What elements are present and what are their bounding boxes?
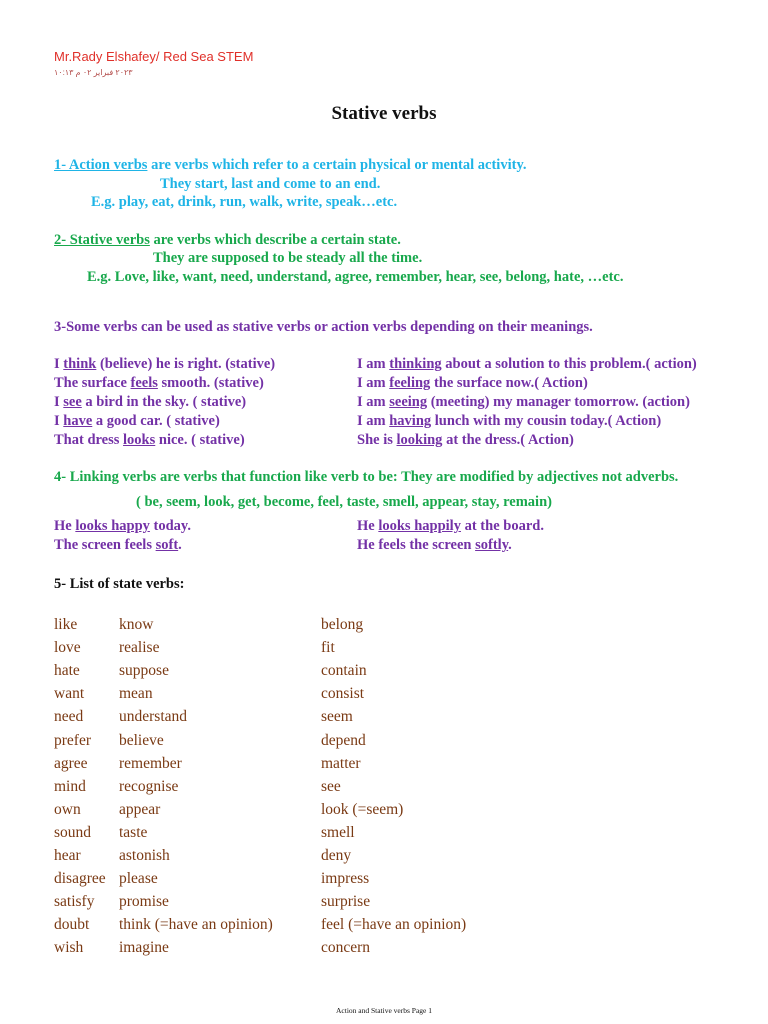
state-verb-item: concern <box>321 939 371 957</box>
sentence-text: I <box>54 413 64 429</box>
sentence-text: a good car. ( stative) <box>92 413 220 429</box>
example-sentence <box>54 356 275 373</box>
state-verb-item: promise <box>119 893 169 911</box>
example-sentence <box>357 537 512 554</box>
state-verb-item: understand <box>119 708 188 726</box>
state-verb-item: fit <box>321 639 335 657</box>
state-verb-item: taste <box>119 823 148 841</box>
state-verb-item: recognise <box>119 777 179 795</box>
sentence-text: (believe) he is right. (stative) <box>96 356 276 372</box>
sentence-text: at the dress.( Action) <box>442 432 574 448</box>
example-sentence <box>357 432 574 449</box>
highlighted-verb: have <box>63 413 93 429</box>
sentence-text: He <box>54 518 76 534</box>
highlighted-verb: looks happy <box>75 518 150 534</box>
state-verb-item: deny <box>321 847 352 864</box>
example-sentence <box>54 394 246 411</box>
state-verb-item: see <box>321 777 341 795</box>
highlighted-verb: looks <box>123 432 156 448</box>
state-verb-item: imagine <box>119 939 169 957</box>
section2-definition: are verbs which describe a certain state. <box>149 232 401 248</box>
example-sentence <box>357 413 661 430</box>
section2-example: E.g. Love, like, want, need, understand, agree, remember, hear, see, belong, hate, …etc. <box>87 269 624 285</box>
state-verb-item: belong <box>321 616 364 633</box>
highlighted-verb: think <box>63 356 97 372</box>
section1-line2: They start, last and come to an end. <box>160 176 381 192</box>
highlighted-verb: having <box>389 413 432 429</box>
highlighted-verb: feels <box>130 375 158 391</box>
author-header: Mr.Rady Elshafey/ Red Sea STEM <box>54 49 254 64</box>
section1-line1 <box>54 157 527 174</box>
sentence-text: . <box>178 537 182 553</box>
page-footer: Action and Stative verbs Page 1 <box>335 1006 433 1015</box>
highlighted-verb: soft <box>155 537 179 553</box>
state-verb-item: depend <box>321 731 366 749</box>
state-verb-item: surprise <box>321 893 371 911</box>
state-verb-item: believe <box>119 731 164 749</box>
section4-verb-list: ( be, seem, look, get, become, feel, taste, smell, appear, stay, remain) <box>136 494 552 510</box>
example-sentence <box>54 375 264 392</box>
section1-example: E.g. play, eat, drink, run, walk, write, speak…etc. <box>91 194 398 210</box>
state-verb-item: appear <box>119 800 161 818</box>
state-verb-item: realise <box>119 639 160 657</box>
state-verb-item: matter <box>321 754 361 772</box>
sentence-text: He feels the screen <box>357 537 476 553</box>
sentence-text: the surface now.( Action) <box>430 375 588 391</box>
state-verb-item: disagree <box>54 870 106 888</box>
highlighted-verb: looks happily <box>378 518 461 534</box>
sentence-text: . <box>508 537 512 553</box>
state-verb-item: satisfy <box>54 893 95 911</box>
example-sentence <box>357 518 544 535</box>
section3-heading: 3-Some verbs can be used as stative verbs or action verbs depending on their meanings. <box>54 319 593 335</box>
state-verb-item: sound <box>54 823 92 841</box>
highlighted-verb: thinking <box>389 356 442 372</box>
state-verb-item: love <box>54 639 81 657</box>
sentence-text: (meeting) my manager tomorrow. (action) <box>427 394 690 410</box>
section5-heading: 5- List of state verbs: <box>54 576 185 592</box>
state-verb-item: smell <box>321 823 355 841</box>
example-sentence <box>54 413 220 430</box>
state-verb-item: like <box>54 616 78 633</box>
sentence-text: That dress <box>54 432 124 448</box>
highlighted-verb: see <box>63 394 82 410</box>
sentence-text: lunch with my cousin today.( Action) <box>431 413 662 429</box>
state-verb-item: think (=have an opinion) <box>119 916 273 934</box>
sentence-text: I am <box>357 413 390 429</box>
section2-line2: They are supposed to be steady all the time. <box>153 250 423 266</box>
state-verb-item: look (=seem) <box>321 800 404 818</box>
example-sentence <box>357 356 697 373</box>
example-sentence <box>357 375 588 392</box>
highlighted-verb: softly <box>475 537 509 553</box>
state-verb-item: astonish <box>119 847 170 864</box>
sentence-text: The surface <box>54 375 131 391</box>
state-verb-item: remember <box>119 754 182 772</box>
state-verb-item: seem <box>321 708 353 726</box>
state-verb-item: wish <box>54 939 84 957</box>
sentence-text: The screen feels <box>54 537 156 553</box>
highlighted-verb: looking <box>396 432 443 448</box>
state-verb-item: feel (=have an opinion) <box>321 916 467 934</box>
sentence-text: I am <box>357 356 390 372</box>
sentence-text: at the board. <box>460 518 544 534</box>
sentence-text: She is <box>357 432 397 448</box>
section1-definition: are verbs which refer to a certain physical or mental activity. <box>147 157 527 173</box>
state-verb-item: hear <box>54 847 81 864</box>
state-verb-item: want <box>54 685 85 703</box>
sentence-text: I am <box>357 394 390 410</box>
state-verb-item: own <box>54 800 81 818</box>
sentence-text: smooth. (stative) <box>157 375 264 391</box>
state-verb-item: please <box>119 870 158 888</box>
example-sentence <box>357 394 690 411</box>
state-verb-item: consist <box>321 685 365 703</box>
page-title: Stative verbs <box>331 103 437 124</box>
state-verb-item: agree <box>54 754 88 772</box>
section4-heading: 4- Linking verbs are verbs that function like verb to be: They are modified by adjectives not adverbs. <box>54 469 679 485</box>
state-verb-item: suppose <box>119 662 169 680</box>
highlighted-verb: seeing <box>389 394 428 410</box>
example-sentence <box>54 537 182 554</box>
sentence-text: He <box>357 518 379 534</box>
date-stamp: ٢٠٢٣ فبراير ٠٢ م ١٠:١٣ <box>54 68 133 77</box>
state-verb-item: doubt <box>54 916 90 934</box>
state-verb-item: hate <box>54 662 80 680</box>
sentence-text: I <box>54 356 64 372</box>
sentence-text: I <box>54 394 64 410</box>
state-verb-item: know <box>119 616 154 633</box>
sentence-text: a bird in the sky. ( stative) <box>81 394 247 410</box>
section2-term: 2- Stative verbs <box>54 232 150 248</box>
state-verb-item: contain <box>321 662 367 680</box>
state-verb-item: prefer <box>54 731 91 749</box>
sentence-text: I am <box>357 375 390 391</box>
highlighted-verb: feeling <box>389 375 431 391</box>
state-verb-item: mind <box>54 777 86 795</box>
state-verb-item: impress <box>321 870 370 888</box>
state-verb-item: need <box>54 708 84 726</box>
example-sentence <box>54 432 245 449</box>
sentence-text: today. <box>149 518 191 534</box>
section2-line1 <box>54 232 401 249</box>
sentence-text: nice. ( stative) <box>155 432 245 448</box>
state-verb-item: mean <box>119 685 153 703</box>
sentence-text: about a solution to this problem.( action) <box>441 356 697 372</box>
section1-term: 1- Action verbs <box>54 157 148 173</box>
example-sentence <box>54 518 191 535</box>
